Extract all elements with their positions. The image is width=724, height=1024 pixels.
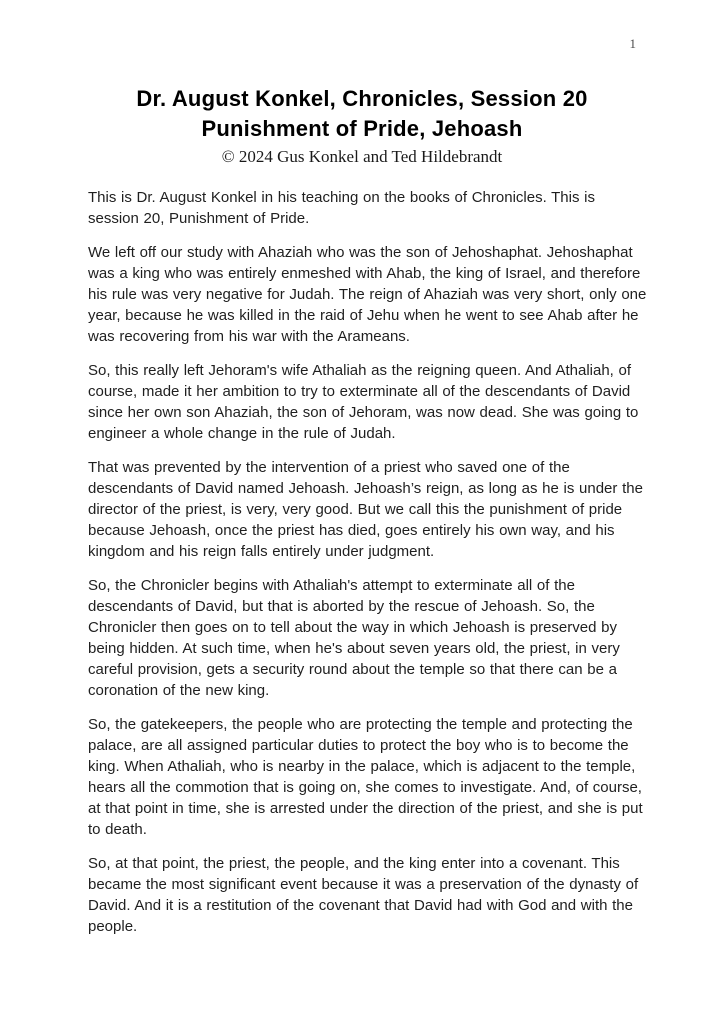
paragraph: We left off our study with Ahaziah who was the son of Jehoshaphat. Jehoshaphat was a king who was entirely enmeshed with Ahab, the king of Israel, and therefore his rule was very negative for Judah. The reign of Ahaziah was very short, only one year, because he was killed in the raid of Jehu when he went to see Ahab after he was recovering from his war with the Arameans. xyxy=(88,244,647,345)
paragraph: So, the Chronicler begins with Athaliah's attempt to exterminate all of the descendants of David, but that is aborted by the rescue of Jehoash. So, the Chronicler then goes on to tell about the way in which Jehoash is preserved by being hidden. At such time, when he's about seven years old, the priest, in very careful provision, gets a security round about the temple so that there can be a coronation of the new king. xyxy=(88,577,620,699)
document-title-line-2: Punishment of Pride, Jehoash xyxy=(201,116,523,141)
document-header xyxy=(0,0,724,167)
paragraph: So, the gatekeepers, the people who are protecting the temple and protecting the palace, are all assigned particular duties to protect the boy who is to become the king. When Athaliah, who is nearby in the palace, which is adjacent to the temple, hears all the commotion that is going on, she comes to investigate. And, of course, at that point in time, she is arrested under the direction of the priest, and she is put to death. xyxy=(88,716,643,838)
copyright-line: © 2024 Gus Konkel and Ted Hildebrandt xyxy=(221,147,503,166)
page-number: 1 xyxy=(629,36,636,51)
document-body xyxy=(88,187,648,937)
paragraph: So, at that point, the priest, the people, and the king enter into a covenant. This became the most significant event because it was a preservation of the dynasty of David. And it is a restitution of the covenant that David had with God and with the people. xyxy=(88,855,639,935)
paragraph: That was prevented by the intervention of a priest who saved one of the descendants of David named Jehoash. Jehoash’s reign, as long as he is under the director of the priest, is very, very good. But we call this the punishment of pride because Jehoash, once the priest has died, goes entirely his own way, and his kingdom and his reign falls entirely under judgment. xyxy=(88,459,643,560)
document-title-line-1: Dr. August Konkel, Chronicles, Session 20 xyxy=(136,86,588,111)
paragraph: This is Dr. August Konkel in his teaching on the books of Chronicles. This is session 20, Punishment of Pride. xyxy=(88,189,595,227)
paragraph: So, this really left Jehoram's wife Athaliah as the reigning queen. And Athaliah, of course, made it her ambition to try to exterminate all of the descendants of David since her own son Ahaziah, the son of Jehoram, was now dead. She was going to engineer a whole change in the rule of Judah. xyxy=(88,362,639,442)
